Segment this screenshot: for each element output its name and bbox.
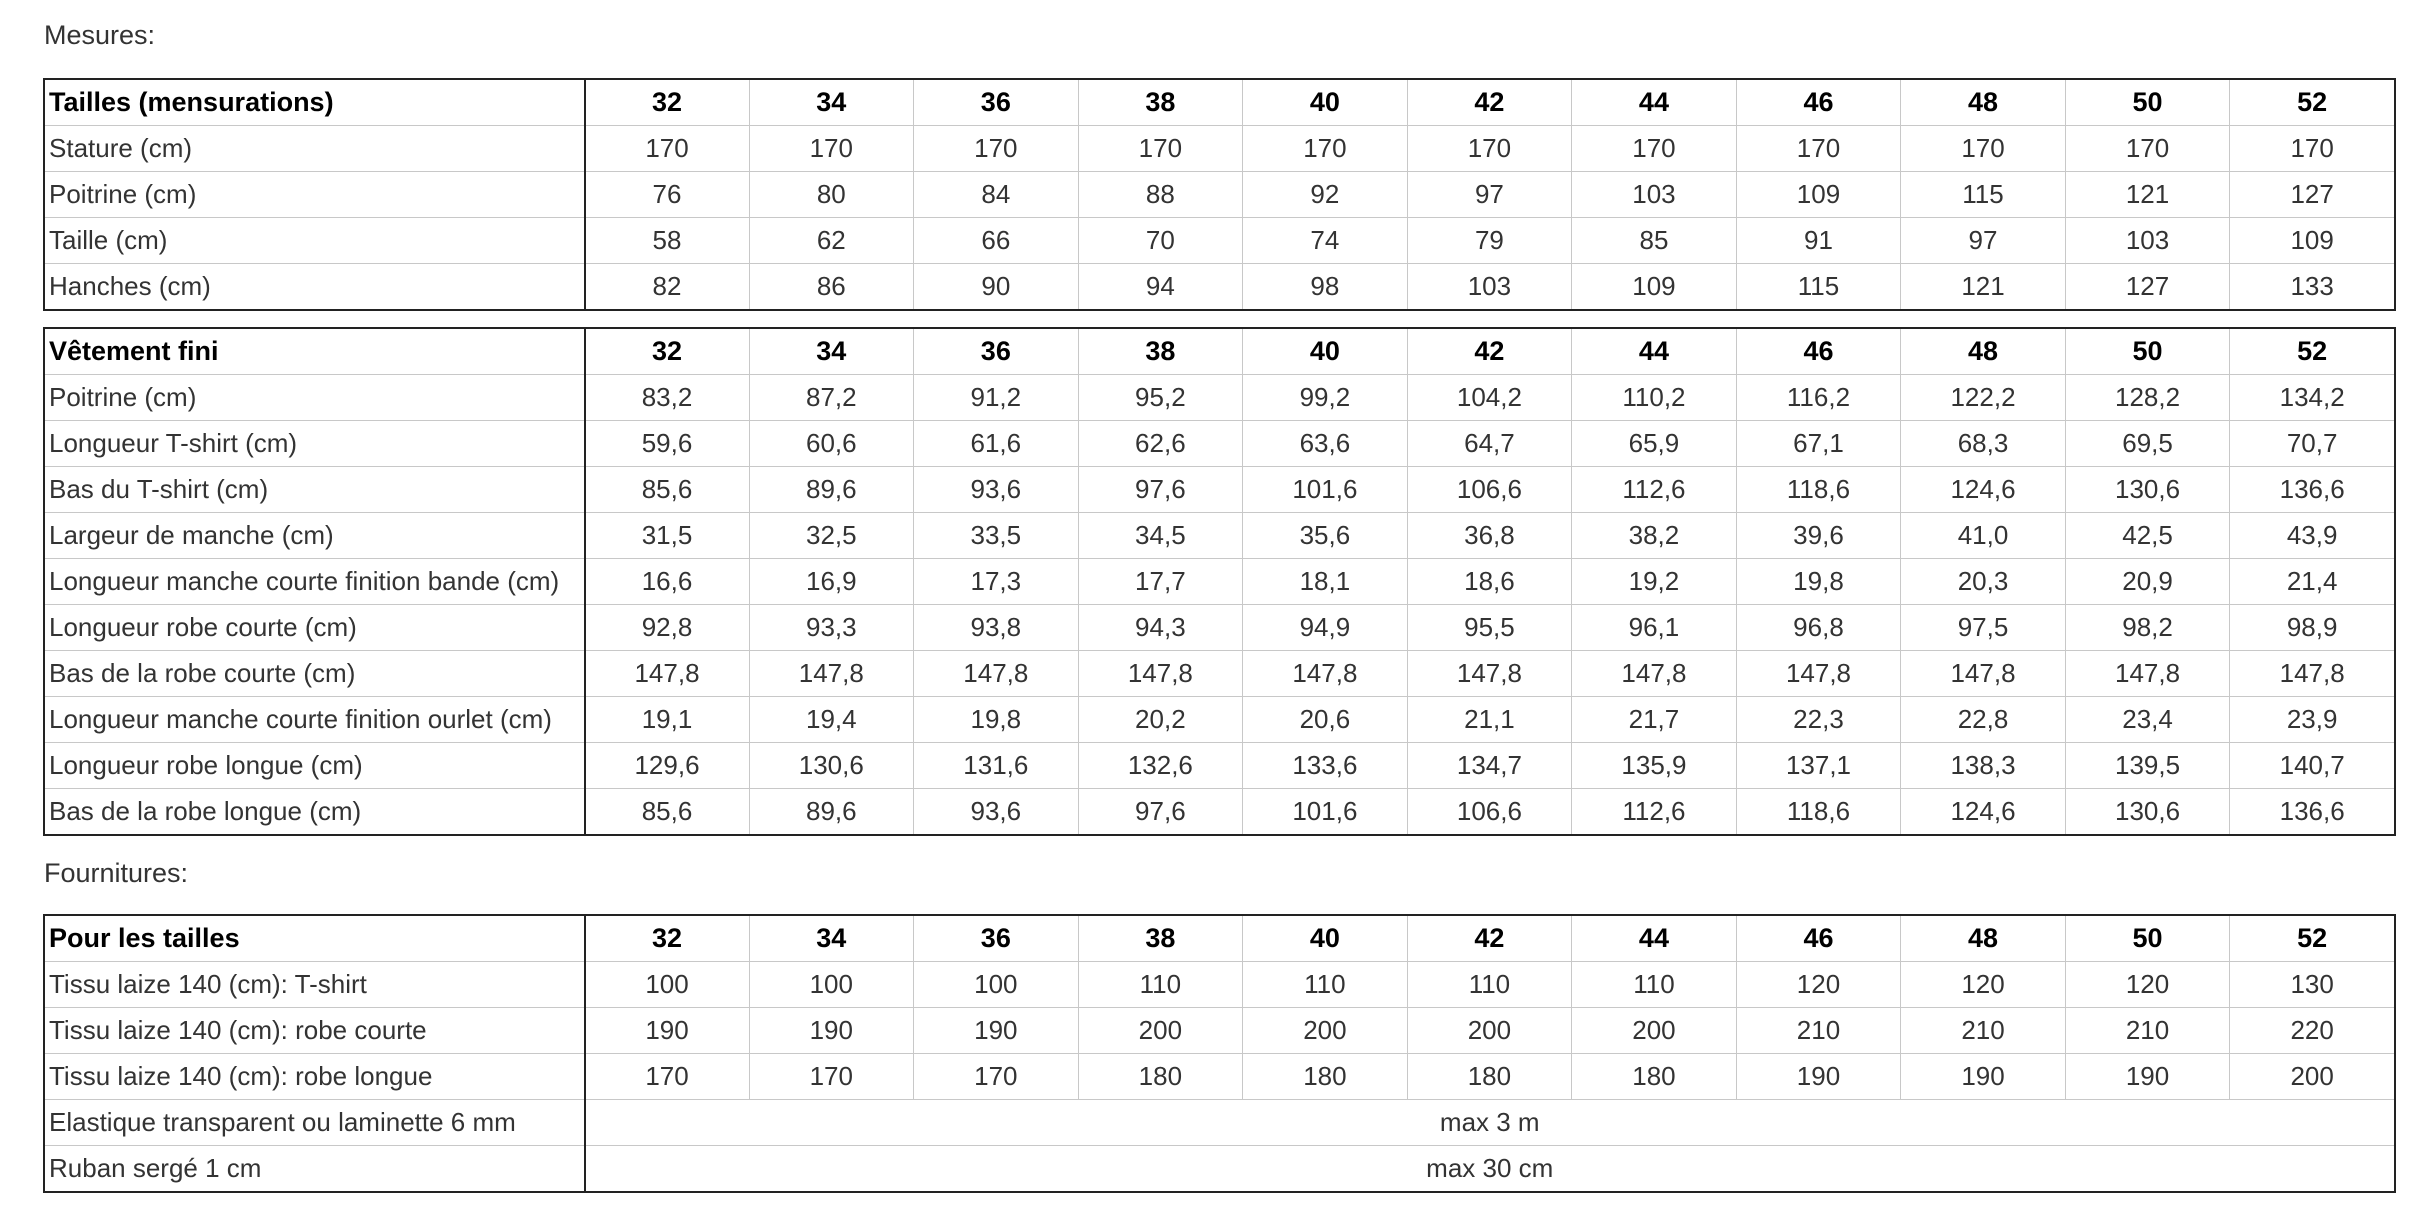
- table-cell: 20,2: [1078, 697, 1243, 743]
- table-cell: 32,5: [749, 513, 914, 559]
- table-cell: 62: [749, 218, 914, 264]
- size-header: 40: [1243, 80, 1408, 126]
- table-cell: 93,8: [914, 605, 1079, 651]
- size-header: 50: [2065, 916, 2230, 962]
- table-cell: 110: [1243, 962, 1408, 1008]
- row-label: Longueur T-shirt (cm): [45, 421, 585, 467]
- size-header: 42: [1407, 916, 1572, 962]
- table-row: [45, 697, 2395, 743]
- table-cell: 33,5: [914, 513, 1079, 559]
- table-cell: 170: [1736, 126, 1901, 172]
- size-header: 32: [585, 916, 750, 962]
- size-header: 38: [1078, 80, 1243, 126]
- row-label: Taille (cm): [45, 218, 585, 264]
- table-cell: 137,1: [1736, 743, 1901, 789]
- size-header: 34: [749, 916, 914, 962]
- table-cell: 170: [914, 1054, 1079, 1100]
- table-cell: 190: [585, 1008, 750, 1054]
- table-cell: 140,7: [2230, 743, 2395, 789]
- table-cell: 17,7: [1078, 559, 1243, 605]
- size-header: 52: [2230, 916, 2395, 962]
- table-cell: 80: [749, 172, 914, 218]
- table-row: [45, 1100, 2395, 1146]
- table-cell: 94,3: [1078, 605, 1243, 651]
- table-cell: 147,8: [1078, 651, 1243, 697]
- table-row: [45, 651, 2395, 697]
- table-cell: 22,3: [1736, 697, 1901, 743]
- table-cell: 93,3: [749, 605, 914, 651]
- table-cell: 89,6: [749, 789, 914, 835]
- table-cell: 87,2: [749, 375, 914, 421]
- table-cell: 23,9: [2230, 697, 2395, 743]
- table-cell: 97,6: [1078, 467, 1243, 513]
- table-cell: 120: [2065, 962, 2230, 1008]
- row-label: Longueur manche courte finition ourlet (cm): [45, 697, 585, 743]
- header-label: Pour les tailles: [45, 916, 585, 962]
- table-cell: 170: [1407, 126, 1572, 172]
- size-header: 48: [1901, 916, 2066, 962]
- table-cell: 200: [1078, 1008, 1243, 1054]
- table-cell: 130,6: [2065, 789, 2230, 835]
- table-cell: 63,6: [1243, 421, 1408, 467]
- fournitures-table: [44, 915, 2395, 1192]
- table-cell: 170: [585, 126, 750, 172]
- size-header: 44: [1572, 329, 1737, 375]
- row-label: Bas du T-shirt (cm): [45, 467, 585, 513]
- table-row: [45, 467, 2395, 513]
- table-cell: 60,6: [749, 421, 914, 467]
- table-cell: 122,2: [1901, 375, 2066, 421]
- table-cell: 190: [2065, 1054, 2230, 1100]
- table-cell: 170: [1078, 126, 1243, 172]
- table-cell: 89,6: [749, 467, 914, 513]
- size-header: 44: [1572, 916, 1737, 962]
- table-cell: 127: [2065, 264, 2230, 310]
- table-cell: 115: [1901, 172, 2066, 218]
- table-header-row: [45, 329, 2395, 375]
- table-cell: 170: [749, 126, 914, 172]
- row-label: Longueur robe longue (cm): [45, 743, 585, 789]
- table-cell: 210: [1736, 1008, 1901, 1054]
- table-cell: 200: [1407, 1008, 1572, 1054]
- table-cell: 130,6: [749, 743, 914, 789]
- table-cell: 170: [749, 1054, 914, 1100]
- table-cell: 170: [2230, 126, 2395, 172]
- table-cell: 20,9: [2065, 559, 2230, 605]
- row-label: Stature (cm): [45, 126, 585, 172]
- table-cell: 65,9: [1572, 421, 1737, 467]
- table-cell: 133,6: [1243, 743, 1408, 789]
- fournitures-title: Fournitures:: [44, 858, 189, 888]
- table-cell: 118,6: [1736, 467, 1901, 513]
- row-label: Hanches (cm): [45, 264, 585, 310]
- table-row: [45, 513, 2395, 559]
- table-cell: 85,6: [585, 467, 750, 513]
- table-cell: 147,8: [914, 651, 1079, 697]
- table-cell: 131,6: [914, 743, 1079, 789]
- table-cell: 19,4: [749, 697, 914, 743]
- table-cell: 110: [1572, 962, 1737, 1008]
- table-cell: 147,8: [1572, 651, 1737, 697]
- size-header: 36: [914, 916, 1079, 962]
- table-cell: 147,8: [2065, 651, 2230, 697]
- size-header: 50: [2065, 329, 2230, 375]
- table-cell: 19,1: [585, 697, 750, 743]
- size-header: 42: [1407, 329, 1572, 375]
- table-cell: 20,6: [1243, 697, 1408, 743]
- table-cell: 147,8: [749, 651, 914, 697]
- table-cell: 130,6: [2065, 467, 2230, 513]
- table-cell: 109: [2230, 218, 2395, 264]
- table-cell: 100: [914, 962, 1079, 1008]
- row-label: Bas de la robe courte (cm): [45, 651, 585, 697]
- table-cell: 110,2: [1572, 375, 1737, 421]
- table-cell: 138,3: [1901, 743, 2066, 789]
- table-cell: 22,8: [1901, 697, 2066, 743]
- table-cell: 68,3: [1901, 421, 2066, 467]
- size-header: 40: [1243, 916, 1408, 962]
- size-header: 52: [2230, 329, 2395, 375]
- table-cell: 180: [1407, 1054, 1572, 1100]
- row-label: Poitrine (cm): [45, 172, 585, 218]
- table-cell: 120: [1901, 962, 2066, 1008]
- size-header: 46: [1736, 916, 1901, 962]
- table-cell: 127: [2230, 172, 2395, 218]
- table-cell: 136,6: [2230, 467, 2395, 513]
- table-cell: 124,6: [1901, 467, 2066, 513]
- table-cell: 74: [1243, 218, 1408, 264]
- table-cell: 21,7: [1572, 697, 1737, 743]
- table-cell: 18,1: [1243, 559, 1408, 605]
- table-cell: 41,0: [1901, 513, 2066, 559]
- row-label: Tissu laize 140 (cm): robe longue: [45, 1054, 585, 1100]
- table-header-row: [45, 916, 2395, 962]
- row-label: Elastique transparent ou laminette 6 mm: [45, 1100, 585, 1146]
- table-row: [45, 218, 2395, 264]
- table-cell: 91,2: [914, 375, 1079, 421]
- table-cell: 58: [585, 218, 750, 264]
- table-cell: 132,6: [1078, 743, 1243, 789]
- table-cell: 86: [749, 264, 914, 310]
- table-cell: 106,6: [1407, 467, 1572, 513]
- table-cell: 16,9: [749, 559, 914, 605]
- table-cell: 36,8: [1407, 513, 1572, 559]
- table-cell: 103: [1407, 264, 1572, 310]
- table-cell: 116,2: [1736, 375, 1901, 421]
- size-header: 42: [1407, 80, 1572, 126]
- table-cell: 210: [1901, 1008, 2066, 1054]
- table-cell: 79: [1407, 218, 1572, 264]
- table-cell: 147,8: [1901, 651, 2066, 697]
- table-cell: 170: [2065, 126, 2230, 172]
- table-row: [45, 264, 2395, 310]
- table-cell: 190: [1736, 1054, 1901, 1100]
- table-cell: 42,5: [2065, 513, 2230, 559]
- table-row: [45, 605, 2395, 651]
- span-cell: max 30 cm: [585, 1146, 2395, 1192]
- table-cell: 19,8: [1736, 559, 1901, 605]
- table-cell: 94: [1078, 264, 1243, 310]
- table-cell: 147,8: [1736, 651, 1901, 697]
- table-cell: 19,2: [1572, 559, 1737, 605]
- table-cell: 180: [1243, 1054, 1408, 1100]
- table-cell: 115: [1736, 264, 1901, 310]
- table-cell: 210: [2065, 1008, 2230, 1054]
- table-cell: 97,5: [1901, 605, 2066, 651]
- size-header: 32: [585, 329, 750, 375]
- table-cell: 66: [914, 218, 1079, 264]
- table-cell: 82: [585, 264, 750, 310]
- table-cell: 59,6: [585, 421, 750, 467]
- size-header: 52: [2230, 80, 2395, 126]
- size-header: 38: [1078, 329, 1243, 375]
- table-cell: 31,5: [585, 513, 750, 559]
- table-row: [45, 559, 2395, 605]
- table-cell: 21,1: [1407, 697, 1572, 743]
- header-label: Tailles (mensurations): [45, 80, 585, 126]
- table-cell: 147,8: [1407, 651, 1572, 697]
- table-row: [45, 962, 2395, 1008]
- table-cell: 76: [585, 172, 750, 218]
- table-cell: 39,6: [1736, 513, 1901, 559]
- table-cell: 147,8: [1243, 651, 1408, 697]
- table-cell: 129,6: [585, 743, 750, 789]
- table-cell: 120: [1736, 962, 1901, 1008]
- table-cell: 93,6: [914, 467, 1079, 513]
- table-cell: 170: [1901, 126, 2066, 172]
- table-cell: 93,6: [914, 789, 1079, 835]
- table-cell: 20,3: [1901, 559, 2066, 605]
- table-cell: 94,9: [1243, 605, 1408, 651]
- table-cell: 103: [2065, 218, 2230, 264]
- size-header: 34: [749, 80, 914, 126]
- table-cell: 90: [914, 264, 1079, 310]
- table-cell: 23,4: [2065, 697, 2230, 743]
- table-cell: 170: [914, 126, 1079, 172]
- size-header: 48: [1901, 329, 2066, 375]
- table-cell: 96,8: [1736, 605, 1901, 651]
- table-cell: 121: [2065, 172, 2230, 218]
- table-cell: 97,6: [1078, 789, 1243, 835]
- table-cell: 147,8: [585, 651, 750, 697]
- row-label: Bas de la robe longue (cm): [45, 789, 585, 835]
- table-cell: 128,2: [2065, 375, 2230, 421]
- table-cell: 133: [2230, 264, 2395, 310]
- table-cell: 34,5: [1078, 513, 1243, 559]
- size-header: 48: [1901, 80, 2066, 126]
- table-cell: 95,2: [1078, 375, 1243, 421]
- table-header-row: [45, 80, 2395, 126]
- table-cell: 17,3: [914, 559, 1079, 605]
- table-row: [45, 1054, 2395, 1100]
- mesures-title: Mesures:: [44, 20, 156, 50]
- table-cell: 147,8: [2230, 651, 2395, 697]
- table-cell: 200: [1243, 1008, 1408, 1054]
- table-cell: 124,6: [1901, 789, 2066, 835]
- size-header: 46: [1736, 80, 1901, 126]
- table-cell: 180: [1572, 1054, 1737, 1100]
- table-cell: 190: [914, 1008, 1079, 1054]
- table-cell: 220: [2230, 1008, 2395, 1054]
- size-header: 44: [1572, 80, 1737, 126]
- table-cell: 43,9: [2230, 513, 2395, 559]
- row-label: Poitrine (cm): [45, 375, 585, 421]
- table-row: [45, 375, 2395, 421]
- size-header: 36: [914, 80, 1079, 126]
- table-cell: 98,2: [2065, 605, 2230, 651]
- table-row: [45, 126, 2395, 172]
- table-row: [45, 1146, 2395, 1192]
- table-cell: 110: [1407, 962, 1572, 1008]
- size-header: 50: [2065, 80, 2230, 126]
- table-row: [45, 1008, 2395, 1054]
- table-cell: 88: [1078, 172, 1243, 218]
- table-cell: 190: [749, 1008, 914, 1054]
- table-cell: 109: [1736, 172, 1901, 218]
- size-header: 40: [1243, 329, 1408, 375]
- table-cell: 84: [914, 172, 1079, 218]
- table-cell: 70,7: [2230, 421, 2395, 467]
- table-cell: 170: [1243, 126, 1408, 172]
- table-cell: 18,6: [1407, 559, 1572, 605]
- size-header: 36: [914, 329, 1079, 375]
- table-cell: 97: [1407, 172, 1572, 218]
- table-cell: 139,5: [2065, 743, 2230, 789]
- table-cell: 135,9: [1572, 743, 1737, 789]
- table-cell: 95,5: [1407, 605, 1572, 651]
- table-cell: 85: [1572, 218, 1737, 264]
- row-label: Longueur manche courte finition bande (cm): [45, 559, 585, 605]
- table-cell: 112,6: [1572, 467, 1737, 513]
- table-cell: 97: [1901, 218, 2066, 264]
- table-cell: 101,6: [1243, 789, 1408, 835]
- table-cell: 99,2: [1243, 375, 1408, 421]
- size-header: 46: [1736, 329, 1901, 375]
- table-cell: 190: [1901, 1054, 2066, 1100]
- table-cell: 134,2: [2230, 375, 2395, 421]
- size-header: 38: [1078, 916, 1243, 962]
- table-cell: 92,8: [585, 605, 750, 651]
- table-cell: 136,6: [2230, 789, 2395, 835]
- table-cell: 130: [2230, 962, 2395, 1008]
- table-cell: 104,2: [1407, 375, 1572, 421]
- span-cell: max 3 m: [585, 1100, 2395, 1146]
- table-cell: 109: [1572, 264, 1737, 310]
- table-cell: 106,6: [1407, 789, 1572, 835]
- table-cell: 101,6: [1243, 467, 1408, 513]
- table-cell: 200: [1572, 1008, 1737, 1054]
- table-cell: 134,7: [1407, 743, 1572, 789]
- table-row: [45, 789, 2395, 835]
- table-cell: 91: [1736, 218, 1901, 264]
- table-cell: 112,6: [1572, 789, 1737, 835]
- table-cell: 61,6: [914, 421, 1079, 467]
- row-label: Ruban sergé 1 cm: [45, 1146, 585, 1192]
- table-row: [45, 743, 2395, 789]
- table-cell: 100: [749, 962, 914, 1008]
- row-label: Longueur robe courte (cm): [45, 605, 585, 651]
- table-cell: 62,6: [1078, 421, 1243, 467]
- table-row: [45, 172, 2395, 218]
- table-cell: 69,5: [2065, 421, 2230, 467]
- row-label: Tissu laize 140 (cm): robe courte: [45, 1008, 585, 1054]
- size-header: 32: [585, 80, 750, 126]
- table-cell: 200: [2230, 1054, 2395, 1100]
- vetement-fini-table: [44, 328, 2395, 835]
- mesures-table: [44, 79, 2395, 310]
- table-cell: 19,8: [914, 697, 1079, 743]
- table-cell: 100: [585, 962, 750, 1008]
- size-header: 34: [749, 329, 914, 375]
- table-cell: 67,1: [1736, 421, 1901, 467]
- table-cell: 170: [1572, 126, 1737, 172]
- table-cell: 64,7: [1407, 421, 1572, 467]
- table-cell: 38,2: [1572, 513, 1737, 559]
- table-cell: 121: [1901, 264, 2066, 310]
- table-cell: 70: [1078, 218, 1243, 264]
- table-cell: 21,4: [2230, 559, 2395, 605]
- row-label: Tissu laize 140 (cm): T-shirt: [45, 962, 585, 1008]
- table-cell: 85,6: [585, 789, 750, 835]
- table-row: [45, 421, 2395, 467]
- table-cell: 103: [1572, 172, 1737, 218]
- header-label: Vêtement fini: [45, 329, 585, 375]
- table-cell: 180: [1078, 1054, 1243, 1100]
- table-cell: 92: [1243, 172, 1408, 218]
- table-cell: 83,2: [585, 375, 750, 421]
- table-cell: 110: [1078, 962, 1243, 1008]
- row-label: Largeur de manche (cm): [45, 513, 585, 559]
- table-cell: 96,1: [1572, 605, 1737, 651]
- table-cell: 98: [1243, 264, 1408, 310]
- table-cell: 98,9: [2230, 605, 2395, 651]
- table-cell: 35,6: [1243, 513, 1408, 559]
- table-cell: 16,6: [585, 559, 750, 605]
- table-cell: 170: [585, 1054, 750, 1100]
- table-cell: 118,6: [1736, 789, 1901, 835]
